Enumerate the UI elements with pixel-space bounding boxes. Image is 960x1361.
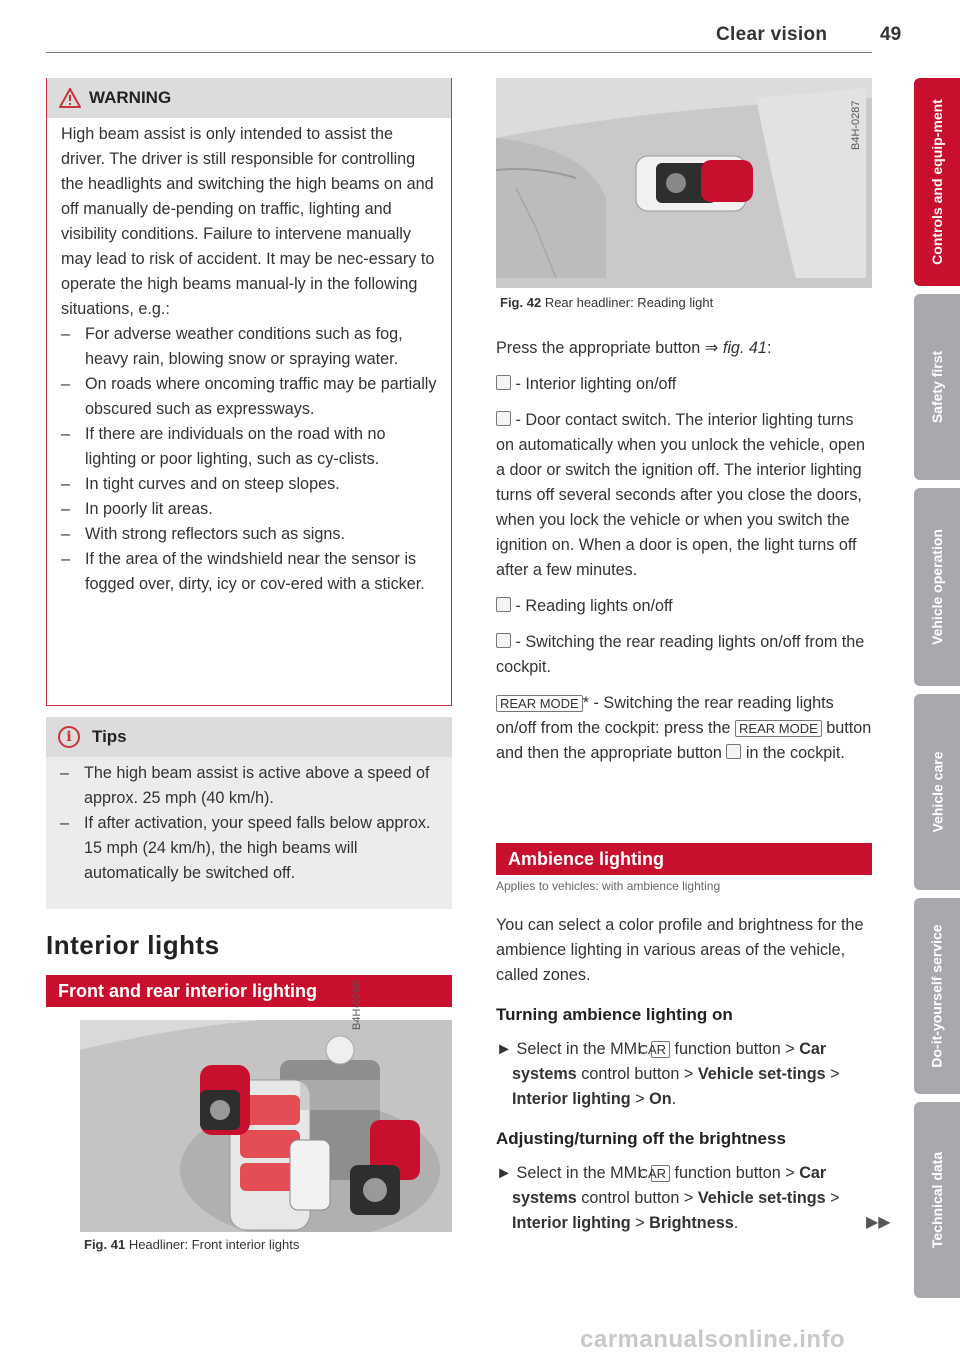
list-item: – In tight curves and on steep slopes. xyxy=(61,472,437,497)
figure-41-caption xyxy=(84,1237,299,1252)
warning-header xyxy=(47,78,451,118)
rear-headliner-illustration xyxy=(496,78,872,288)
figure-41 xyxy=(80,1020,452,1232)
door-contact-item: - Door contact switch. The interior lighting turns on automatically when you unlock the vehicle, open a door or switch the ignition off. The interior lighting turns off several seconds after you close the doors, when you lock the vehicle or when you switch the ignition on. When a door is open, the light turns off after a few minutes. xyxy=(496,411,865,579)
tab-vehicle-care[interactable]: Vehicle care xyxy=(914,694,960,890)
tips-box xyxy=(46,717,452,909)
ambience-lighting-bar: Ambience lighting xyxy=(496,843,872,875)
rear-mode-item: REAR MODE * - Switching the rear reading lights on/off from the cockpit: press the REAR MODE button and then the appropriate button in the cockpit. xyxy=(496,694,872,762)
step-arrow-icon: ► xyxy=(496,1164,513,1182)
list-item: – If after activation, your speed falls below approx. 15 mph (24 km/h), the high beams will automatically be switched off. xyxy=(60,811,438,886)
list-item: – On roads where oncoming traffic may be partially obscured such as expressways. xyxy=(61,372,437,422)
list-item: – For adverse weather conditions such as fog, heavy rain, blowing snow or spraying water. xyxy=(61,322,437,372)
interior-light-button-icon xyxy=(496,375,511,390)
tips-list xyxy=(60,761,438,886)
adjust-heading: Adjusting/turning off the brightness xyxy=(496,1129,786,1148)
warning-triangle-icon xyxy=(59,88,81,108)
tips-header xyxy=(46,717,452,757)
watermark: carmanualsonline.info xyxy=(580,1326,846,1353)
warning-box xyxy=(46,78,452,706)
figure-41-code: B4H-0288 xyxy=(351,980,363,1030)
interior-lighting-item: - Interior lighting on/off xyxy=(496,372,872,397)
list-item: – The high beam assist is active above a speed of approx. 25 mph (40 km/h). xyxy=(60,761,438,811)
figure-41-caption-text: Headliner: Front interior lights xyxy=(128,1237,300,1252)
tab-technical-data[interactable]: Technical data xyxy=(914,1102,960,1298)
ambience-section xyxy=(496,874,872,1236)
reading-light-button-icon xyxy=(726,744,741,759)
figure-42-caption-text: Rear headliner: Reading light xyxy=(544,295,714,310)
tips-title: Tips xyxy=(92,727,127,746)
figure-42-code: B4H-0287 xyxy=(850,100,862,150)
car-key: CAR xyxy=(651,1165,670,1182)
figure-42-label: Fig. 42 xyxy=(500,295,542,310)
tab-safety-first[interactable]: Safety first xyxy=(914,294,960,480)
header-rule xyxy=(46,52,872,53)
headliner-front-illustration xyxy=(80,1020,452,1232)
turn-on-step: ► Select in the MMI: CAR function button > Car systems control button > Vehicle set-tings > Interior lighting > On. xyxy=(496,1040,840,1108)
list-item: – With strong reflectors such as signs. xyxy=(61,522,437,547)
interior-lights-heading: Interior lights xyxy=(46,930,220,960)
door-contact-button-icon xyxy=(496,411,511,426)
list-item: – In poorly lit areas. xyxy=(61,497,437,522)
rear-reading-item: - Switching the rear reading lights on/off from the cockpit. xyxy=(496,633,865,676)
continue-arrow-icon: ▶▶ xyxy=(866,1214,891,1231)
car-key: CAR xyxy=(651,1041,670,1058)
reading-lights-item: - Reading lights on/off xyxy=(496,594,872,619)
adjust-step: ► Select in the MMI: CAR function button > Car systems control button > Vehicle set-tings > Interior lighting > Brightness. xyxy=(496,1164,840,1232)
info-icon: i xyxy=(58,726,80,748)
applies-note: Applies to vehicles: with ambience lighting xyxy=(496,879,721,893)
section-title: Clear vision xyxy=(716,24,828,45)
press-paragraph: Press the appropriate button ⇒ fig. 41: xyxy=(496,339,772,357)
tab-controls-and-equipment[interactable]: Controls and equip-ment xyxy=(914,78,960,286)
figure-42-caption xyxy=(500,295,713,310)
rear-reading-button-icon xyxy=(496,633,511,648)
list-item: – If there are individuals on the road with no lighting or poor lighting, such as cy-clists. xyxy=(61,422,437,472)
turn-on-heading: Turning ambience lighting on xyxy=(496,1005,733,1024)
rear-lighting-text xyxy=(496,336,872,766)
warning-intro: High beam assist is only intended to assist the driver. The driver is still responsible for controlling the headlights and switching the high beams on and off manually de-pending on traffic, lighting and visibility conditions. Failure to intervene manually may lead to risk of accident. It may be nec-essary to operate the high beams manual-ly in the following situations, e.g.: xyxy=(61,125,435,318)
reading-light-button-icon xyxy=(496,597,511,612)
rear-mode-key: REAR MODE xyxy=(735,720,822,737)
front-rear-lighting-bar: Front and rear interior lighting xyxy=(46,975,452,1007)
page-number: 49 xyxy=(880,24,902,45)
rear-mode-key: REAR MODE xyxy=(496,695,583,712)
figure-reference: ⇒ fig. 41 xyxy=(704,339,767,357)
step-arrow-icon: ► xyxy=(496,1040,513,1058)
warning-list xyxy=(61,322,437,597)
tab-do-it-yourself-service[interactable]: Do-it-yourself service xyxy=(914,898,960,1094)
figure-42 xyxy=(496,78,872,288)
ambience-intro: You can select a color profile and brightness for the ambience lighting in various areas of the vehicle, called zones. xyxy=(496,916,864,984)
warning-title: WARNING xyxy=(89,88,172,107)
list-item: – If the area of the windshield near the sensor is fogged over, dirty, icy or cov-ered with a sticker. xyxy=(61,547,437,597)
tab-vehicle-operation[interactable]: Vehicle operation xyxy=(914,488,960,686)
figure-41-label: Fig. 41 xyxy=(84,1237,126,1252)
